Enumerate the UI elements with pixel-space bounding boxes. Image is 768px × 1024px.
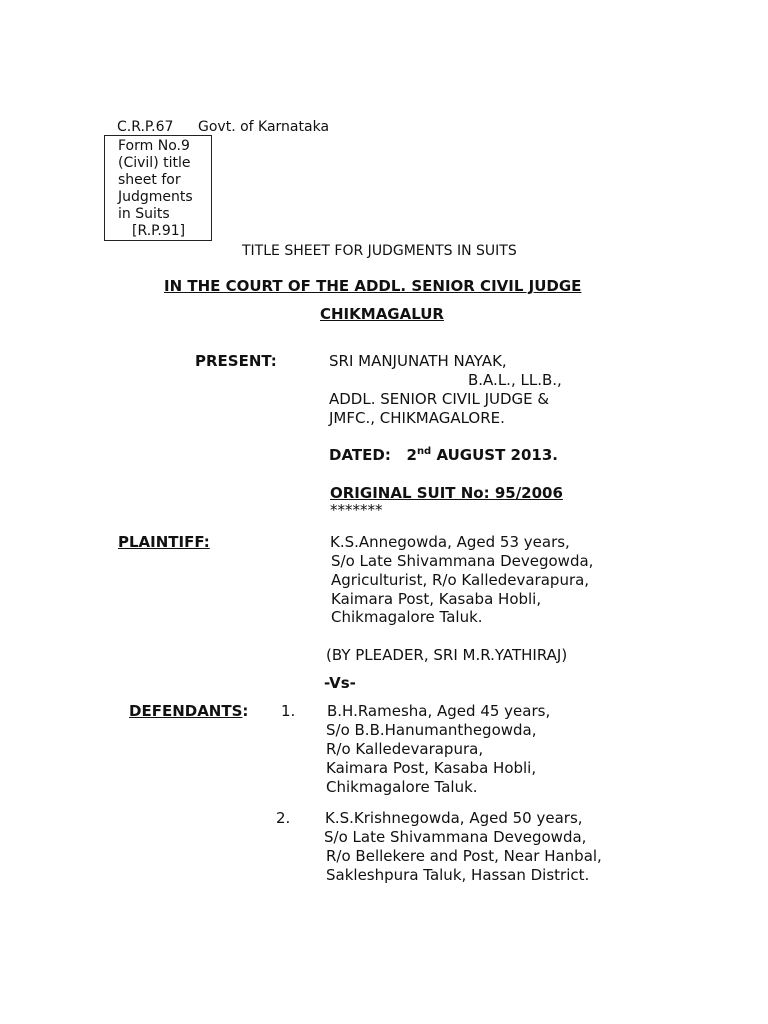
defendants-heading	[129, 702, 248, 721]
defendant-line: Chikmagalore Taluk.	[326, 778, 478, 796]
govt-label: Govt. of Karnataka	[198, 119, 330, 135]
judge-degree: B.A.L., LL.B.,	[468, 371, 562, 389]
plaintiff-line: Kaimara Post, Kasaba Hobli,	[331, 590, 542, 608]
defendants-colon: :	[242, 702, 249, 720]
plaintiff-line: S/o Late Shivammana Devegowda,	[331, 552, 594, 570]
judge-designation-2: JMFC., CHIKMAGALORE.	[329, 409, 505, 427]
form-box	[104, 135, 212, 241]
crp-number: C.R.P.67	[117, 119, 174, 135]
defendant-line: S/o Late Shivammana Devegowda,	[324, 828, 587, 846]
defendant-line: K.S.Krishnegowda, Aged 50 years,	[325, 809, 583, 827]
plaintiff-line: Agriculturist, R/o Kalledevarapura,	[331, 571, 590, 589]
defendant-line: Sakleshpura Taluk, Hassan District.	[326, 866, 590, 884]
defendant-line: B.H.Ramesha, Aged 45 years,	[327, 702, 551, 720]
court-heading: IN THE COURT OF THE ADDL. SENIOR CIVIL JUDGE	[164, 277, 582, 295]
form-box-line: (Civil) title	[118, 155, 191, 171]
judge-designation: ADDL. SENIOR CIVIL JUDGE &	[329, 390, 550, 408]
form-box-line: sheet for	[118, 172, 181, 188]
dated-line	[329, 446, 558, 465]
dated-label: DATED:	[329, 446, 391, 464]
plaintiff-line: Chikmagalore Taluk.	[331, 608, 483, 626]
defendants-label: DEFENDANTS	[129, 702, 243, 720]
court-place: CHIKMAGALUR	[320, 305, 444, 323]
separator-stars: *******	[330, 501, 383, 519]
dated-rest: AUGUST 2013.	[431, 446, 558, 464]
versus-label: -Vs-	[324, 674, 356, 692]
form-box-line: Form No.9	[118, 138, 190, 154]
defendant-line: S/o B.B.Hanumanthegowda,	[326, 721, 537, 739]
page-title: TITLE SHEET FOR JUDGMENTS IN SUITS	[242, 243, 517, 259]
dated-suffix: nd	[416, 446, 432, 457]
defendant-line: R/o Bellekere and Post, Near Hanbal,	[326, 847, 602, 865]
plaintiff-pleader: (BY PLEADER, SRI M.R.YATHIRAJ)	[326, 646, 568, 664]
plaintiff-label: PLAINTIFF:	[118, 533, 210, 551]
defendant-number: 1.	[281, 702, 296, 720]
judge-name: SRI MANJUNATH NAYAK,	[329, 352, 507, 370]
defendant-line: R/o Kalledevarapura,	[326, 740, 484, 758]
form-box-line: in Suits	[118, 206, 170, 222]
suit-number: ORIGINAL SUIT No: 95/2006	[330, 484, 563, 502]
present-label: PRESENT:	[195, 352, 277, 370]
defendant-number: 2.	[276, 809, 291, 827]
form-box-line: [R.P.91]	[132, 223, 186, 239]
defendant-line: Kaimara Post, Kasaba Hobli,	[326, 759, 537, 777]
form-box-line: Judgments	[118, 189, 193, 205]
plaintiff-line: K.S.Annegowda, Aged 53 years,	[330, 533, 570, 551]
dated-day: 2	[406, 446, 417, 464]
